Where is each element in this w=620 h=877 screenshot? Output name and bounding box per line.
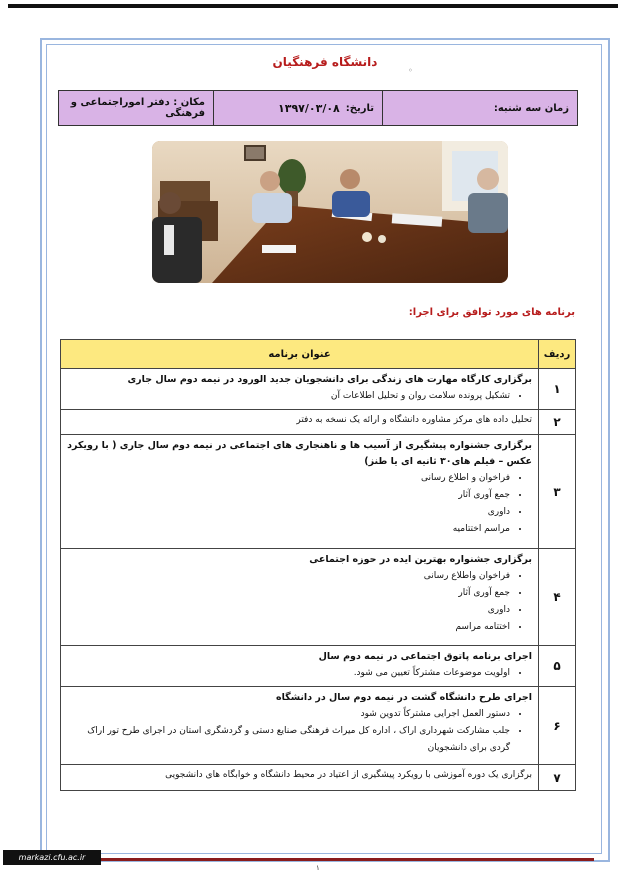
date-value: ۱۳۹۷/۰۳/۰۸	[278, 101, 340, 115]
program-text: برگزاری یک دوره آموزشی با رویکرد پیشگیری از اعتیاد در محیط دانشگاه و خوابگاه های دانشجویی	[165, 770, 532, 780]
row-content	[61, 646, 539, 687]
bullet-item: • داوری	[67, 504, 510, 521]
bullet-item: • جلب مشارکت شهرداری اراک ، اداره کل میراث فرهنگی صنایع دستی و گردشگری استان در اجرای طرح تور اراک گردی برای دانشجویان	[67, 723, 510, 757]
bullet-item: • مراسم اختتامیه	[67, 521, 510, 538]
place-text: مکان : دفتر اموراجتماعی و فرهنگی	[70, 97, 205, 119]
row-content	[61, 765, 539, 791]
row-content	[61, 549, 539, 646]
meeting-photo-image	[152, 141, 508, 283]
bullet-list	[67, 388, 532, 405]
row-content	[61, 369, 539, 410]
header-program-title: عنوان برنامه	[61, 340, 539, 369]
table-row	[61, 646, 576, 687]
bullet-item: • دستور العمل اجرایی مشترکاً تدوین شود	[67, 706, 510, 723]
bullet-list	[67, 568, 532, 636]
bullet-list	[67, 706, 532, 757]
footer-site: markazi.cfu.ac.ir	[3, 850, 101, 865]
bullet-item: • جمع آوری آثار	[67, 585, 510, 602]
table-row	[61, 435, 576, 549]
row-number: ۳	[539, 435, 576, 549]
program-text: تحلیل داده های مرکز مشاوره دانشگاه و ارائه یک نسخه به دفتر	[296, 415, 532, 425]
table-row	[61, 549, 576, 646]
row-number: ۴	[539, 549, 576, 646]
bullet-item: • جمع آوری آثار	[67, 487, 510, 504]
meeting-place	[59, 91, 213, 125]
time-label: زمان سه شنبه:	[493, 102, 569, 114]
row-number: ۶	[539, 687, 576, 765]
table-row	[61, 687, 576, 765]
row-number: ۲	[539, 410, 576, 435]
row-content	[61, 687, 539, 765]
top-border	[8, 4, 618, 8]
bullet-list	[67, 665, 532, 682]
row-number: ۷	[539, 765, 576, 791]
bullet-item: • فراخوان و اطلاع رسانی	[67, 470, 510, 487]
bullet-item: • اختتامه مراسم	[67, 619, 510, 636]
programs-table	[60, 339, 576, 791]
program-title: برگزاری جشنواره پیشگیری از آسیب ها و ناهنجاری های اجتماعی در نیمه دوم سال جاری ( با رویکرد عکس – فیلم های۳۰ ثانیه ای یا طنز)	[67, 440, 532, 467]
bullet-item: • داوری	[67, 602, 510, 619]
footer-line	[24, 858, 594, 861]
section-title: برنامه های مورد توافق برای اجرا:	[408, 307, 575, 318]
row-number: ۱	[539, 369, 576, 410]
program-title: برگزاری کارگاه مهارت های زندگی برای دانشجویان جدید الورود در نیمه دوم سال جاری	[127, 374, 532, 385]
row-content	[61, 435, 539, 549]
header-row-number: ردیف	[539, 340, 576, 369]
date-label: تاریخ:	[345, 102, 374, 114]
bullet-item: • تشکیل پرونده سلامت روان و تحلیل اطلاعات آن	[67, 388, 510, 405]
table-row	[61, 765, 576, 791]
dot-mark: ◦	[408, 66, 413, 75]
row-number: ۵	[539, 646, 576, 687]
program-title: برگزاری جشنواره بهترین ایده در حوزه اجتماعی	[309, 554, 532, 565]
page-number: ١	[316, 864, 320, 872]
table-row	[61, 410, 576, 435]
bullet-item: • فراخوان واطلاع رسانی	[67, 568, 510, 585]
meeting-time	[382, 91, 577, 125]
bullet-list	[67, 470, 532, 538]
bullet-item: • اولویت موضوعات مشترکاً تعیین می شود.	[67, 665, 510, 682]
meeting-date	[213, 91, 382, 125]
program-title: اجرای برنامه پاتوق اجتماعی در نیمه دوم سال	[318, 651, 532, 662]
page-title: دانشگاه فرهنگیان	[272, 55, 378, 69]
table-header-row	[61, 340, 576, 369]
row-content	[61, 410, 539, 435]
program-title: اجرای طرح دانشگاه گشت در نیمه دوم سال در دانشگاه	[276, 692, 532, 703]
meeting-photo	[152, 141, 508, 283]
meeting-info-box	[58, 90, 578, 126]
table-row	[61, 369, 576, 410]
